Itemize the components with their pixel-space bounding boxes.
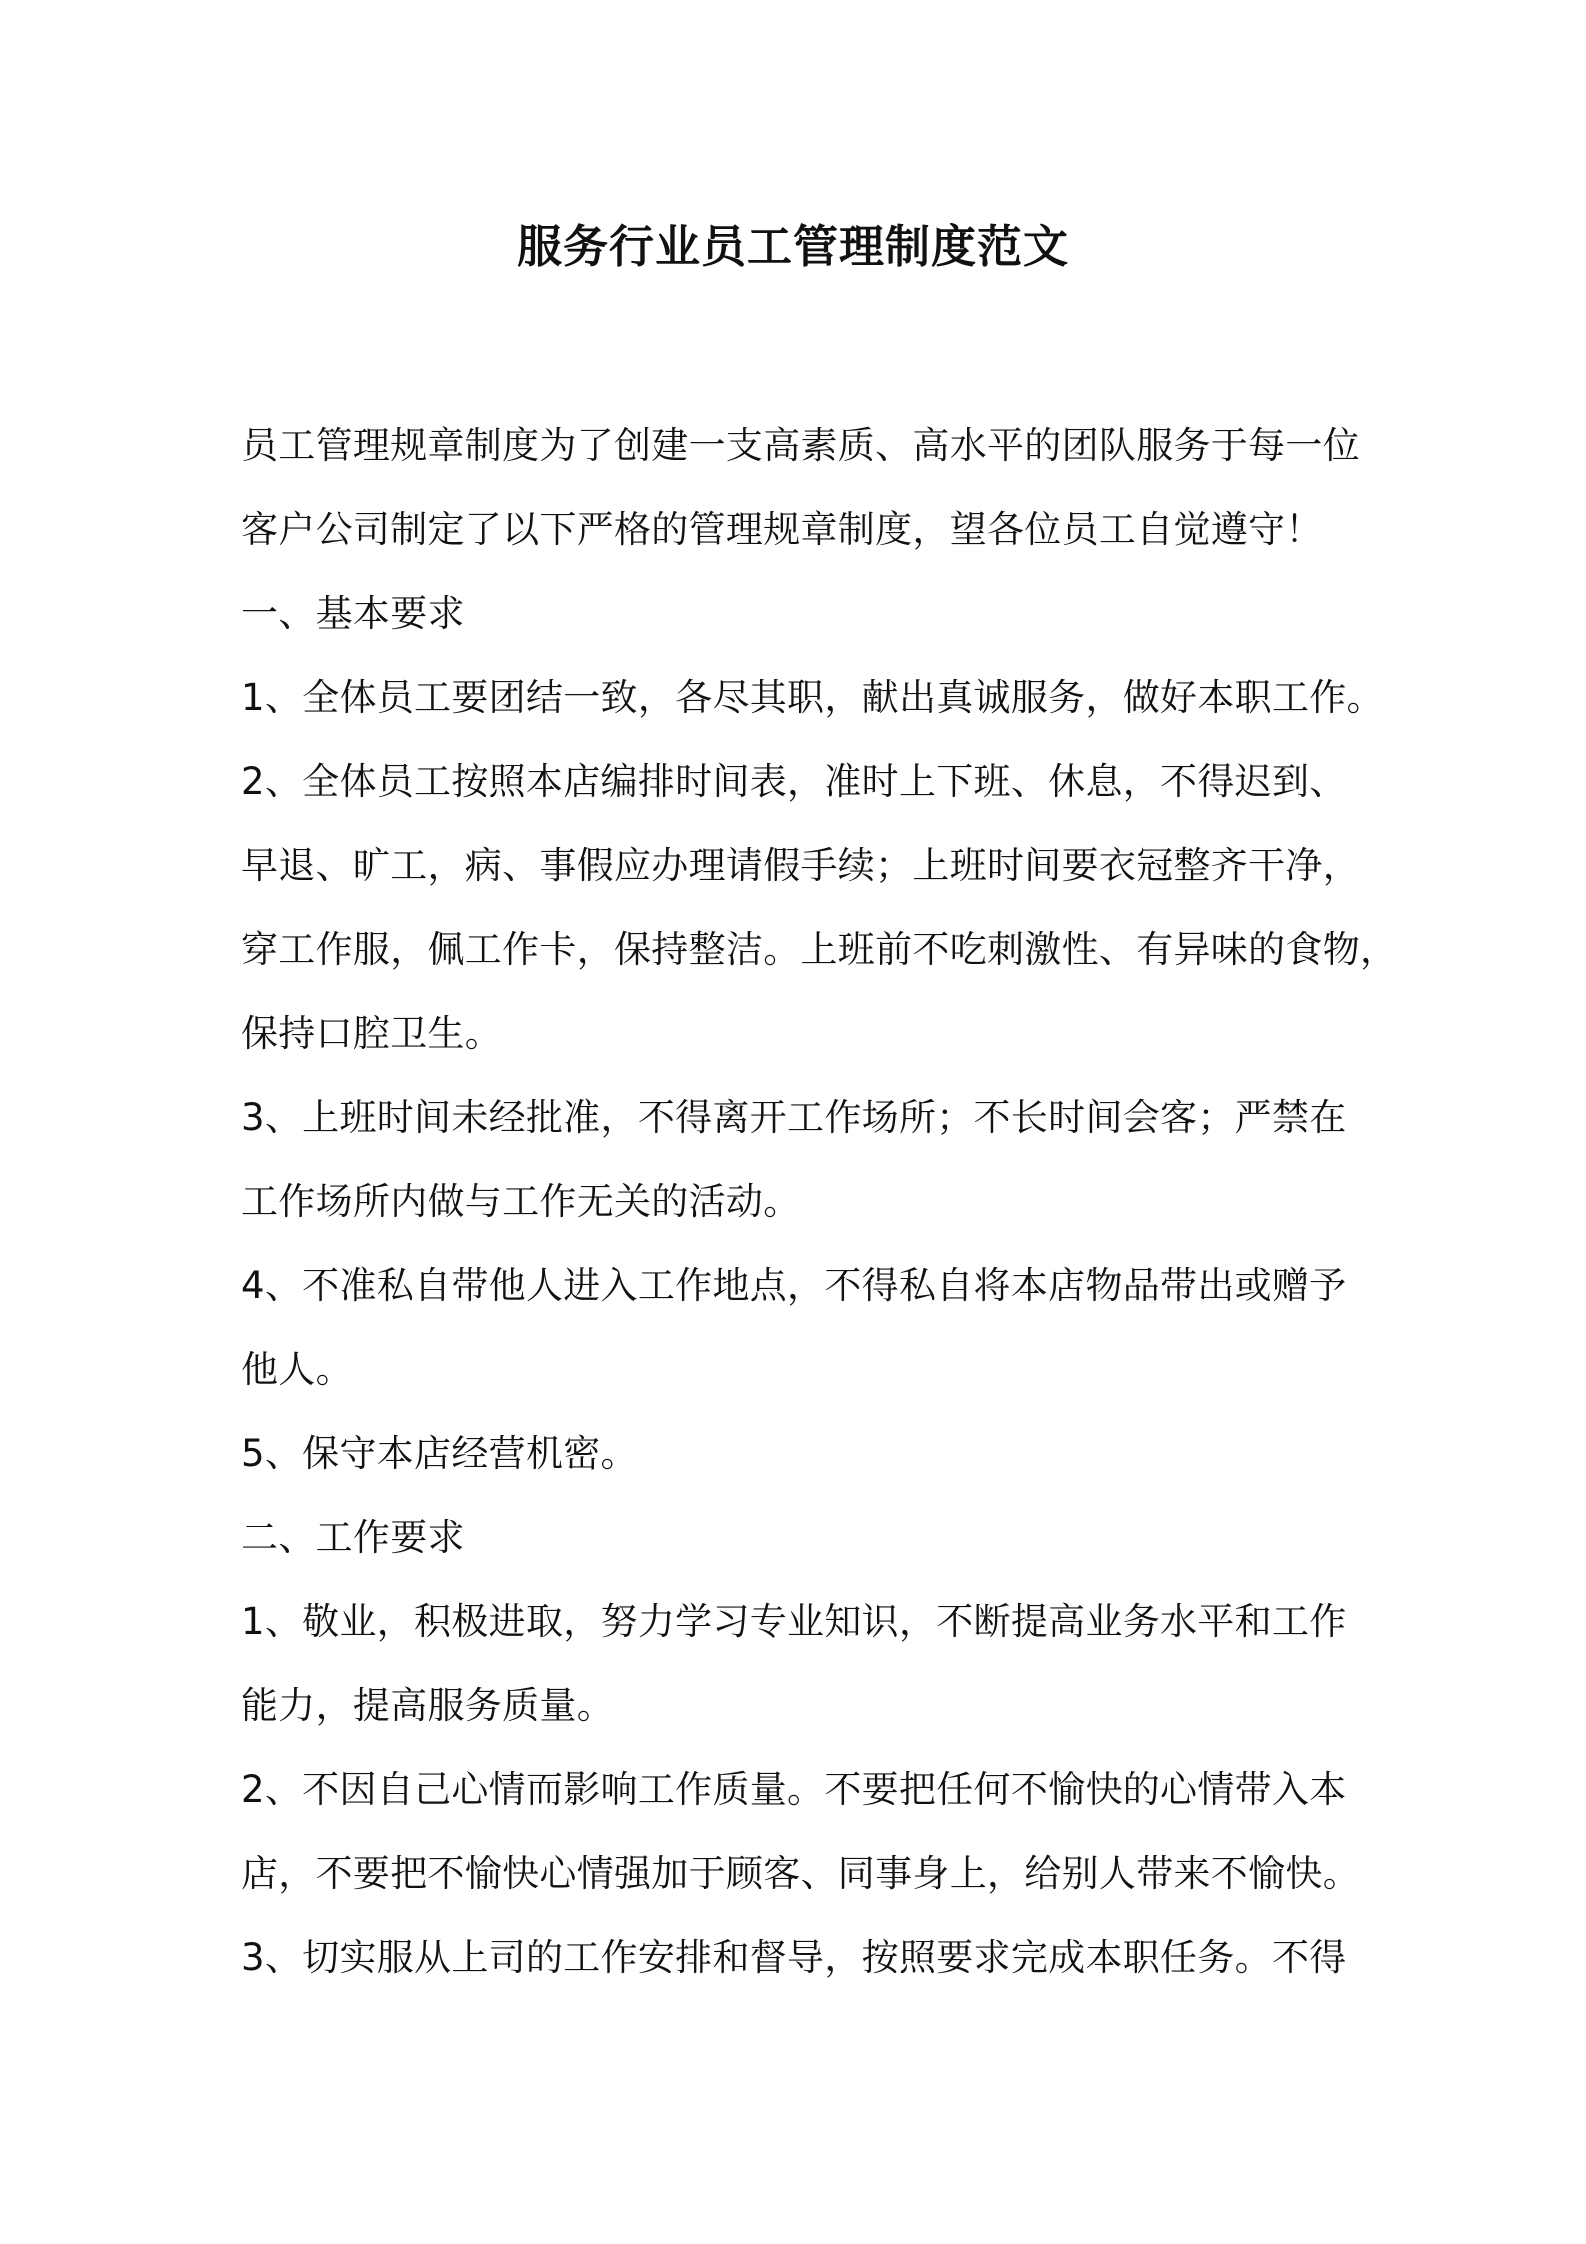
section-heading: 二、工作要求 xyxy=(241,1516,465,1559)
paragraph-line: 2、全体员工按照本店编排时间表，准时上下班、休息，不得迟到、 xyxy=(241,760,1347,803)
paragraph-line: 5、保守本店经营机密。 xyxy=(241,1432,638,1475)
paragraph-line: 客户公司制定了以下严格的管理规章制度，望各位员工自觉遵守！ xyxy=(241,508,1323,551)
document-title: 服务行业员工管理制度范文 xyxy=(516,220,1069,273)
paragraph-line: 员工管理规章制度为了创建一支高素质、高水平的团队服务于每一位 xyxy=(241,424,1360,467)
paragraph-line: 店，不要把不愉快心情强加于顾客、同事身上，给别人带来不愉快。 xyxy=(241,1852,1360,1895)
paragraph-line: 4、不准私自带他人进入工作地点，不得私自将本店物品带出或赠予 xyxy=(241,1264,1347,1307)
paragraph-line: 能力，提高服务质量。 xyxy=(241,1684,614,1727)
section-heading: 一、基本要求 xyxy=(241,592,465,635)
paragraph-line: 穿工作服，佩工作卡，保持整洁。上班前不吃刺激性、有异味的食物， xyxy=(241,928,1398,971)
document-body xyxy=(241,404,1398,2000)
paragraph-line: 3、上班时间未经批准，不得离开工作场所；不长时间会客；严禁在 xyxy=(241,1096,1347,1139)
paragraph-line: 2、不因自己心情而影响工作质量。不要把任何不愉快的心情带入本 xyxy=(241,1768,1347,1811)
paragraph-line: 早退、旷工，病、事假应办理请假手续；上班时间要衣冠整齐干净， xyxy=(241,844,1360,887)
paragraph-line: 1、全体员工要团结一致，各尽其职，献出真诚服务，做好本职工作。 xyxy=(241,676,1384,719)
paragraph-line: 3、切实服从上司的工作安排和督导，按照要求完成本职任务。不得 xyxy=(241,1936,1347,1979)
paragraph-line: 他人。 xyxy=(241,1348,353,1391)
paragraph-line: 保持口腔卫生。 xyxy=(241,1012,503,1055)
paragraph-line: 工作场所内做与工作无关的活动。 xyxy=(241,1180,801,1223)
paragraph-line: 1、敬业，积极进取，努力学习专业知识，不断提高业务水平和工作 xyxy=(241,1600,1347,1643)
